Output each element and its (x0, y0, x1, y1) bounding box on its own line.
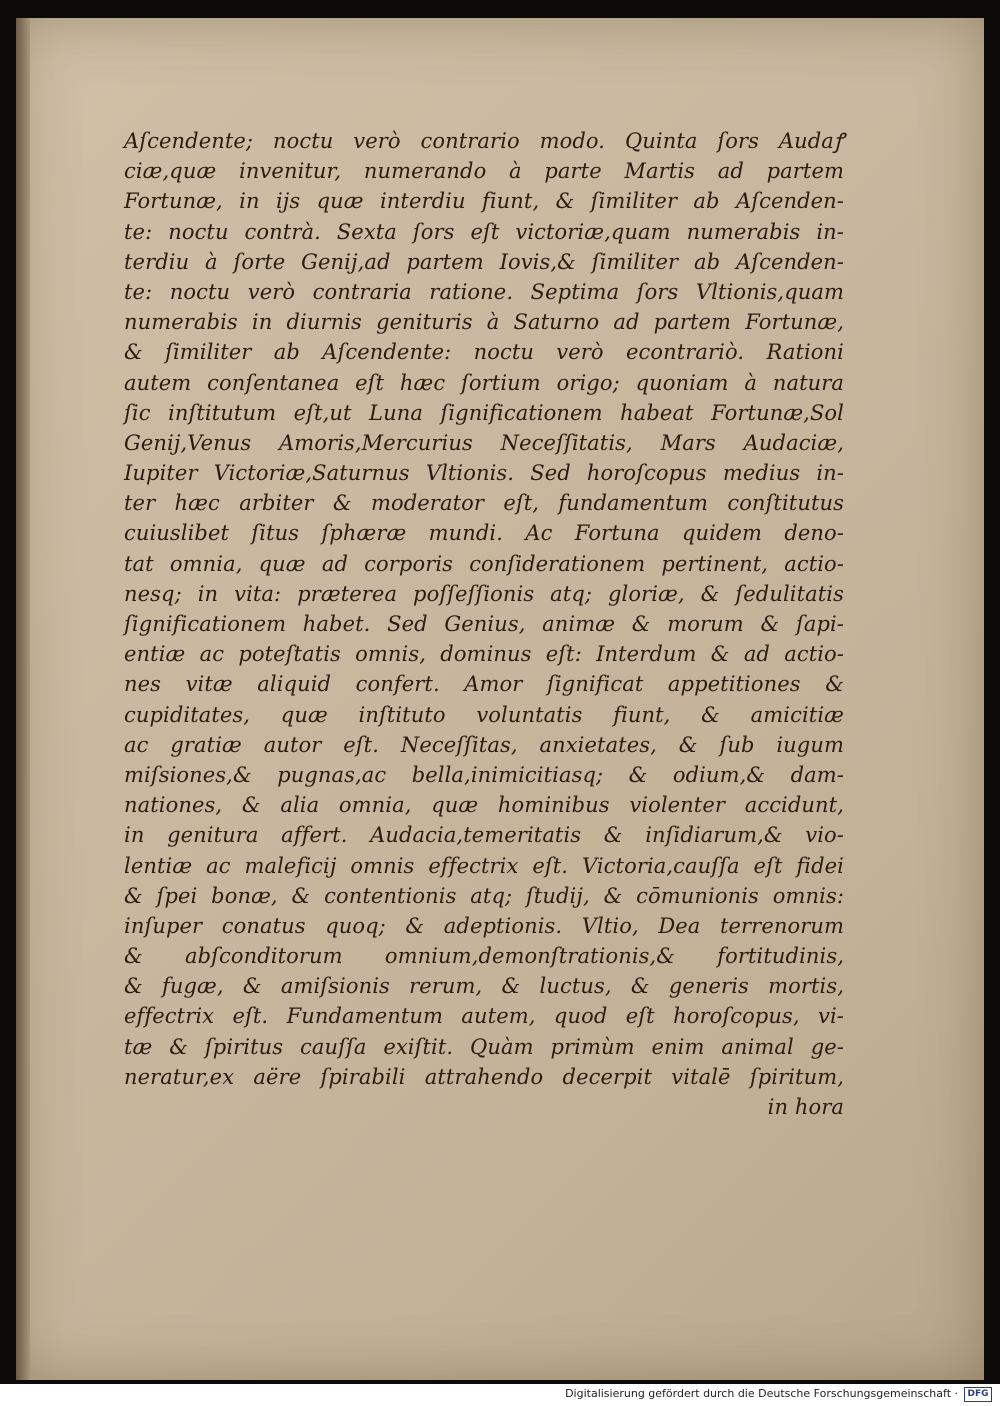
book-page (16, 18, 984, 1380)
dfg-logo-icon: DFG (964, 1387, 992, 1402)
text-line: Iupiter Victoriæ,Saturnus Vltionis. Sed horoſcopus medius in- (124, 461, 844, 486)
text-line: terdiu à ſorte Genij,ad partem Iovis,& ſimiliter ab Aſcenden- (124, 249, 844, 274)
catchword: in hora (767, 1095, 844, 1119)
text-line: numerabis in diurnis genituris à Saturno ad partem Fortunæ, (124, 310, 844, 335)
text-line: ac gratiæ autor eſt. Neceſſitas, anxietates, & ſub iugum (124, 732, 844, 757)
text-line: miſsiones,& pugnas,ac bella,inimicitiasq; & odium,& dam- (124, 762, 844, 787)
text-line: cuiuslibet ſitus ſphæræ mundi. Ac Fortuna quidem deno- (124, 521, 844, 546)
text-line: entiæ ac poteſtatis omnis, dominus eſt: Interdum & ad actio- (124, 642, 844, 667)
text-line: tæ & ſpiritus cauſſa exiſtit. Quàm primùm enim animal ge- (124, 1034, 844, 1059)
text-line: nes vitæ aliquid confert. Amor ſignificat appetitiones & (124, 672, 844, 697)
page-text-block (124, 126, 844, 1122)
text-line: in genitura affert. Audacia,temeritatis & inſidiarum,& vio- (124, 823, 844, 848)
text-line: ter hæc arbiter & moderator eſt, fundamentum conſtitutus (124, 491, 844, 516)
text-line: tat omnia, quæ ad corporis conſiderationem pertinent, actio- (124, 551, 844, 576)
funding-credit: Digitalisierung gefördert durch die Deutsche Forschungsgemeinschaft · (565, 1387, 958, 1400)
text-line: lentiæ ac maleficij omnis effectrix eſt. Victoria,cauſſa eſt fidei (124, 853, 844, 878)
text-line: Fortunæ, in ijs quæ interdiu fiunt, & ſimiliter ab Aſcenden- (124, 189, 844, 214)
text-line: inſuper conatus quoq; & adeptionis. Vltio, Dea terrenorum (124, 913, 844, 938)
text-line: ciæ,quæ invenitur, numerando à parte Martis ad partem (124, 159, 844, 184)
text-line: nesq; in vita: præterea poſſeſſionis atq; gloriæ, & ſedulitatis (124, 581, 844, 606)
text-line: te: noctu contrà. Sexta ſors eſt victoriæ,quam numerabis in- (124, 219, 844, 244)
text-line: nationes, & alia omnia, quæ hominibus violenter accidunt, (124, 793, 844, 818)
text-line: cupiditates, quæ inſtituto voluntatis fiunt, & amicitiæ (124, 702, 844, 727)
text-line: & fugæ, & amiſsionis rerum, & luctus, & generis mortis, (124, 974, 844, 999)
text-line: & ſimiliter ab Aſcendente: noctu verò econtrariò. Rationi (124, 340, 844, 365)
text-line: & abſconditorum omnium,demonſtrationis,& fortitudinis, (124, 944, 844, 969)
text-line: te: noctu verò contraria ratione. Septima ſors Vltionis,quam (124, 279, 844, 304)
text-line: Aſcendente; noctu verò contrario modo. Quinta ſors Audaꝭ (124, 129, 844, 153)
text-line: effectrix eſt. Fundamentum autem, quod eſt horoſcopus, vi- (124, 1004, 844, 1029)
text-line: Genij,Venus Amoris,Mercurius Neceſſitatis, Mars Audaciæ, (124, 430, 844, 455)
page-gutter-edge (16, 18, 30, 1380)
text-line: ſic inſtitutum eſt,ut Luna ſignificationem habeat Fortunæ,Sol (124, 400, 844, 425)
digitization-footer (0, 1384, 1000, 1406)
text-line: autem conſentanea eſt hæc ſortium origo; quoniam à natura (124, 370, 844, 395)
text-line: neratur,ex aëre ſpirabili attrahendo decerpit vitalē ſpiritum, (124, 1064, 844, 1089)
text-line: & ſpei bonæ, & contentionis atq; ſtudij, & cōmunionis omnis: (124, 883, 844, 908)
text-line: ſignificationem habet. Sed Genius, animæ & morum & ſapi- (124, 612, 844, 636)
